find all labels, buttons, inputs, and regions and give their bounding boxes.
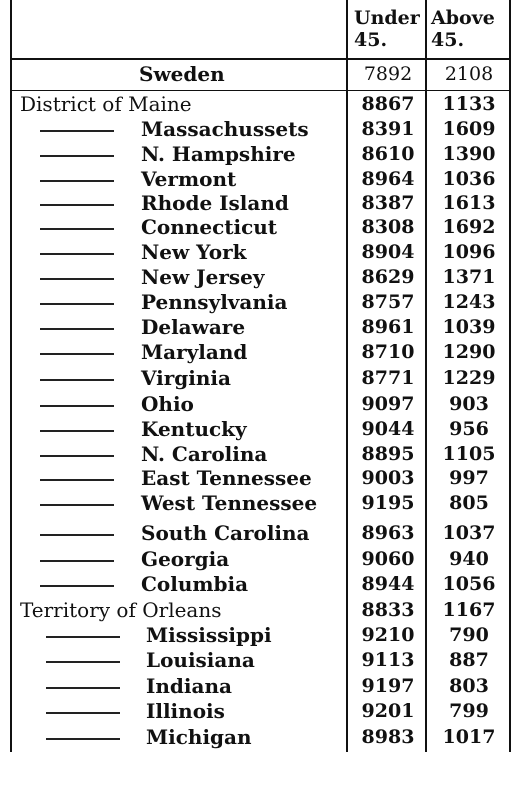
- ditto-dash: [40, 278, 114, 280]
- above-45-value: 1390: [442, 143, 496, 165]
- under-45-value: 8757: [361, 291, 415, 313]
- ditto-dash: [40, 430, 114, 432]
- row-label: Ohio: [141, 392, 194, 416]
- row-label: New York: [141, 240, 247, 264]
- row-label: Maryland: [141, 340, 248, 364]
- above-45-value: 1613: [442, 192, 496, 214]
- table-row: [0, 290, 522, 315]
- table-row: [0, 699, 522, 724]
- above-45-value: 790: [449, 624, 489, 646]
- above-45-value: 1056: [442, 573, 496, 595]
- ditto-dash: [40, 534, 114, 536]
- ditto-dash: [40, 253, 114, 255]
- above-45-value: 1229: [442, 367, 496, 389]
- ditto-dash: [40, 180, 114, 182]
- ditto-dash: [40, 585, 114, 587]
- row-label: Delaware: [141, 315, 246, 339]
- row-label: West Tennessee: [141, 491, 318, 515]
- under-45-value: 8833: [361, 599, 415, 621]
- table-row: [0, 265, 522, 290]
- above-45-value: 903: [449, 393, 489, 415]
- ditto-dash: [40, 204, 114, 206]
- under-45-value: 8867: [361, 93, 415, 115]
- table-row: [0, 417, 522, 442]
- above-45-value: 940: [449, 548, 489, 570]
- row-label: Mississippi: [146, 623, 272, 647]
- ditto-dash: [40, 228, 114, 230]
- row-label: Pennsylvania: [141, 290, 288, 314]
- row-label: N. Carolina: [141, 442, 268, 466]
- under-45-value: 8771: [361, 367, 415, 389]
- under-45-value: 8895: [361, 443, 415, 465]
- above-45-value: 1609: [442, 118, 496, 140]
- above-45-value: 803: [449, 675, 489, 697]
- under-45-value: 7892: [363, 63, 413, 85]
- ditto-dash: [46, 738, 120, 740]
- under-45-value: 8710: [361, 341, 415, 363]
- under-45-value: 9097: [361, 393, 415, 415]
- above-45-value: 805: [449, 492, 489, 514]
- header-above-line2: 45.: [431, 29, 465, 51]
- under-45-value: 8963: [361, 522, 415, 544]
- under-45-value: 9060: [361, 548, 415, 570]
- above-45-value: 1290: [442, 341, 496, 363]
- under-45-value: 9003: [361, 467, 415, 489]
- above-45-value: 1133: [442, 93, 496, 115]
- row-label: Louisiana: [146, 648, 255, 672]
- ditto-dash: [40, 353, 114, 355]
- under-45-value: 9201: [361, 700, 415, 722]
- under-45-value: 9210: [361, 624, 415, 646]
- ditto-dash: [40, 130, 114, 132]
- above-45-value: 1371: [442, 266, 496, 288]
- above-45-value: 997: [449, 467, 489, 489]
- under-45-value: 8964: [361, 168, 415, 190]
- table-row: [0, 725, 522, 750]
- ditto-dash: [40, 479, 114, 481]
- row-label: East Tennessee: [141, 466, 312, 490]
- under-45-value: 8308: [361, 216, 415, 238]
- above-45-value: 956: [449, 418, 489, 440]
- row-label: N. Hampshire: [141, 142, 296, 166]
- under-45-value: 9195: [361, 492, 415, 514]
- row-label: Massachussets: [141, 117, 309, 141]
- ditto-dash: [40, 405, 114, 407]
- ditto-dash: [46, 636, 120, 638]
- row-label: Georgia: [141, 547, 230, 571]
- ditto-dash: [40, 155, 114, 157]
- row-label: District of Maine: [20, 92, 192, 116]
- under-45-value: 9113: [361, 649, 415, 671]
- table-row: [0, 62, 522, 87]
- above-45-value: 1167: [442, 599, 496, 621]
- table-row: [0, 366, 522, 391]
- header-under-line1: Under: [354, 7, 420, 29]
- table-row: [0, 167, 522, 192]
- table-row: [0, 240, 522, 265]
- header-under-line2: 45.: [354, 29, 388, 51]
- under-45-value: 8387: [361, 192, 415, 214]
- header-above-line1: Above: [431, 7, 495, 29]
- table-row: [0, 466, 522, 491]
- header-rule: [10, 58, 511, 60]
- row-label: Michigan: [146, 725, 252, 749]
- row-label: Indiana: [146, 674, 232, 698]
- table-row: [0, 340, 522, 365]
- under-45-value: 8944: [361, 573, 415, 595]
- header-under: [348, 7, 431, 51]
- above-45-value: 1692: [442, 216, 496, 238]
- table-row: [0, 623, 522, 648]
- table-row: [0, 572, 522, 597]
- above-45-value: 1039: [442, 316, 496, 338]
- table-row: [0, 442, 522, 467]
- above-45-value: 887: [449, 649, 489, 671]
- row-label: Sweden: [139, 62, 225, 86]
- above-45-value: 1096: [442, 241, 496, 263]
- under-45-value: 8983: [361, 726, 415, 748]
- ditto-dash: [46, 687, 120, 689]
- above-45-value: 1036: [442, 168, 496, 190]
- row-label: Territory of Orleans: [20, 598, 222, 622]
- ditto-dash: [40, 455, 114, 457]
- above-45-value: 1243: [442, 291, 496, 313]
- row-label: Illinois: [146, 699, 225, 723]
- under-45-value: 9044: [361, 418, 415, 440]
- under-45-value: 8904: [361, 241, 415, 263]
- above-45-value: 2108: [444, 63, 494, 85]
- row-label: New Jersey: [141, 265, 265, 289]
- under-45-value: 8629: [361, 266, 415, 288]
- above-45-value: 1037: [442, 522, 496, 544]
- row-label: Kentucky: [141, 417, 247, 441]
- row-label: Columbia: [141, 572, 249, 596]
- above-45-value: 1105: [442, 443, 496, 465]
- ditto-dash: [46, 661, 120, 663]
- ditto-dash: [40, 560, 114, 562]
- row-label: Vermont: [141, 167, 237, 191]
- header-above: [427, 7, 513, 51]
- sweden-rule: [10, 90, 511, 91]
- table-row: [0, 547, 522, 572]
- row-label: Rhode Island: [141, 191, 289, 215]
- under-45-value: 8391: [361, 118, 415, 140]
- ditto-dash: [40, 379, 114, 381]
- under-45-value: 8610: [361, 143, 415, 165]
- above-45-value: 799: [449, 700, 489, 722]
- ditto-dash: [46, 712, 120, 714]
- under-45-value: 8961: [361, 316, 415, 338]
- table-row: [0, 521, 522, 546]
- table-row: [0, 191, 522, 216]
- table-row: [0, 215, 522, 240]
- table-row: [0, 598, 522, 623]
- table-row: [0, 315, 522, 340]
- row-label: South Carolina: [141, 521, 310, 545]
- table-row: [0, 392, 522, 417]
- ditto-dash: [40, 504, 114, 506]
- row-label: Virginia: [141, 366, 231, 390]
- table-row: [0, 648, 522, 673]
- table-row: [0, 674, 522, 699]
- table-row: [0, 142, 522, 167]
- above-45-value: 1017: [442, 726, 496, 748]
- table-row: [0, 92, 522, 117]
- under-45-value: 9197: [361, 675, 415, 697]
- row-label: Connecticut: [141, 215, 278, 239]
- table-row: [0, 491, 522, 516]
- ditto-dash: [40, 303, 114, 305]
- table-row: [0, 117, 522, 142]
- ditto-dash: [40, 328, 114, 330]
